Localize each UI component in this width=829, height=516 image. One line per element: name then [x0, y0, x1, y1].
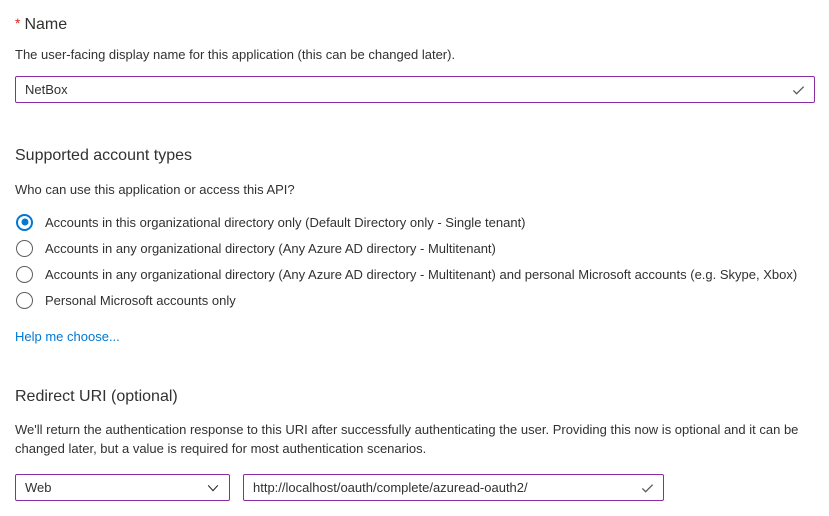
name-section [15, 12, 814, 103]
help-me-choose-link[interactable]: Help me choose... [15, 329, 120, 344]
name-field-label [15, 12, 814, 36]
platform-select-dropdown[interactable] [15, 474, 230, 501]
name-field-hint: The user-facing display name for this application (this can be changed later). [15, 47, 456, 62]
required-asterisk: * [15, 15, 21, 31]
radio-option-single-tenant[interactable] [15, 209, 814, 235]
name-input[interactable] [16, 77, 814, 102]
supported-account-types-title: Supported account types [15, 147, 193, 164]
redirect-uri-input-container [243, 474, 664, 501]
redirect-uri-input[interactable] [244, 475, 663, 500]
radio-button-icon[interactable] [16, 266, 33, 283]
name-input-container [15, 76, 815, 103]
redirect-uri-description: We'll return the authentication response to this URI after successfully authenticating the user. Providing this now is optional and it can be changed later, but a value is required for most authentication scenarios. [15, 422, 799, 456]
account-types-question: Who can use this application or access this API? [15, 182, 295, 197]
redirect-uri-row [15, 474, 814, 501]
chevron-down-icon [206, 481, 220, 495]
radio-option-personal-only[interactable] [15, 287, 814, 313]
radio-option-label: Accounts in this organizational directory only (Default Directory only - Single tenant) [45, 214, 526, 230]
radio-option-multitenant[interactable] [15, 235, 814, 261]
radio-button-icon[interactable] [16, 214, 33, 231]
redirect-uri-title: Redirect URI (optional) [15, 388, 178, 405]
redirect-uri-section [15, 386, 814, 501]
radio-option-label: Personal Microsoft accounts only [45, 292, 236, 308]
radio-button-icon[interactable] [16, 292, 33, 309]
radio-button-icon[interactable] [16, 240, 33, 257]
supported-account-types-section [15, 145, 814, 346]
platform-select-value: Web [25, 480, 52, 495]
radio-option-label: Accounts in any organizational directory (Any Azure AD directory - Multitenant) and personal Microsoft accounts (e.g. Skype, Xbox) [45, 266, 798, 282]
radio-option-label: Accounts in any organizational directory (Any Azure AD directory - Multitenant) [45, 240, 496, 256]
radio-option-multitenant-personal[interactable] [15, 261, 814, 287]
name-field-label-text: Name [24, 16, 68, 33]
account-types-radio-group [15, 209, 814, 313]
